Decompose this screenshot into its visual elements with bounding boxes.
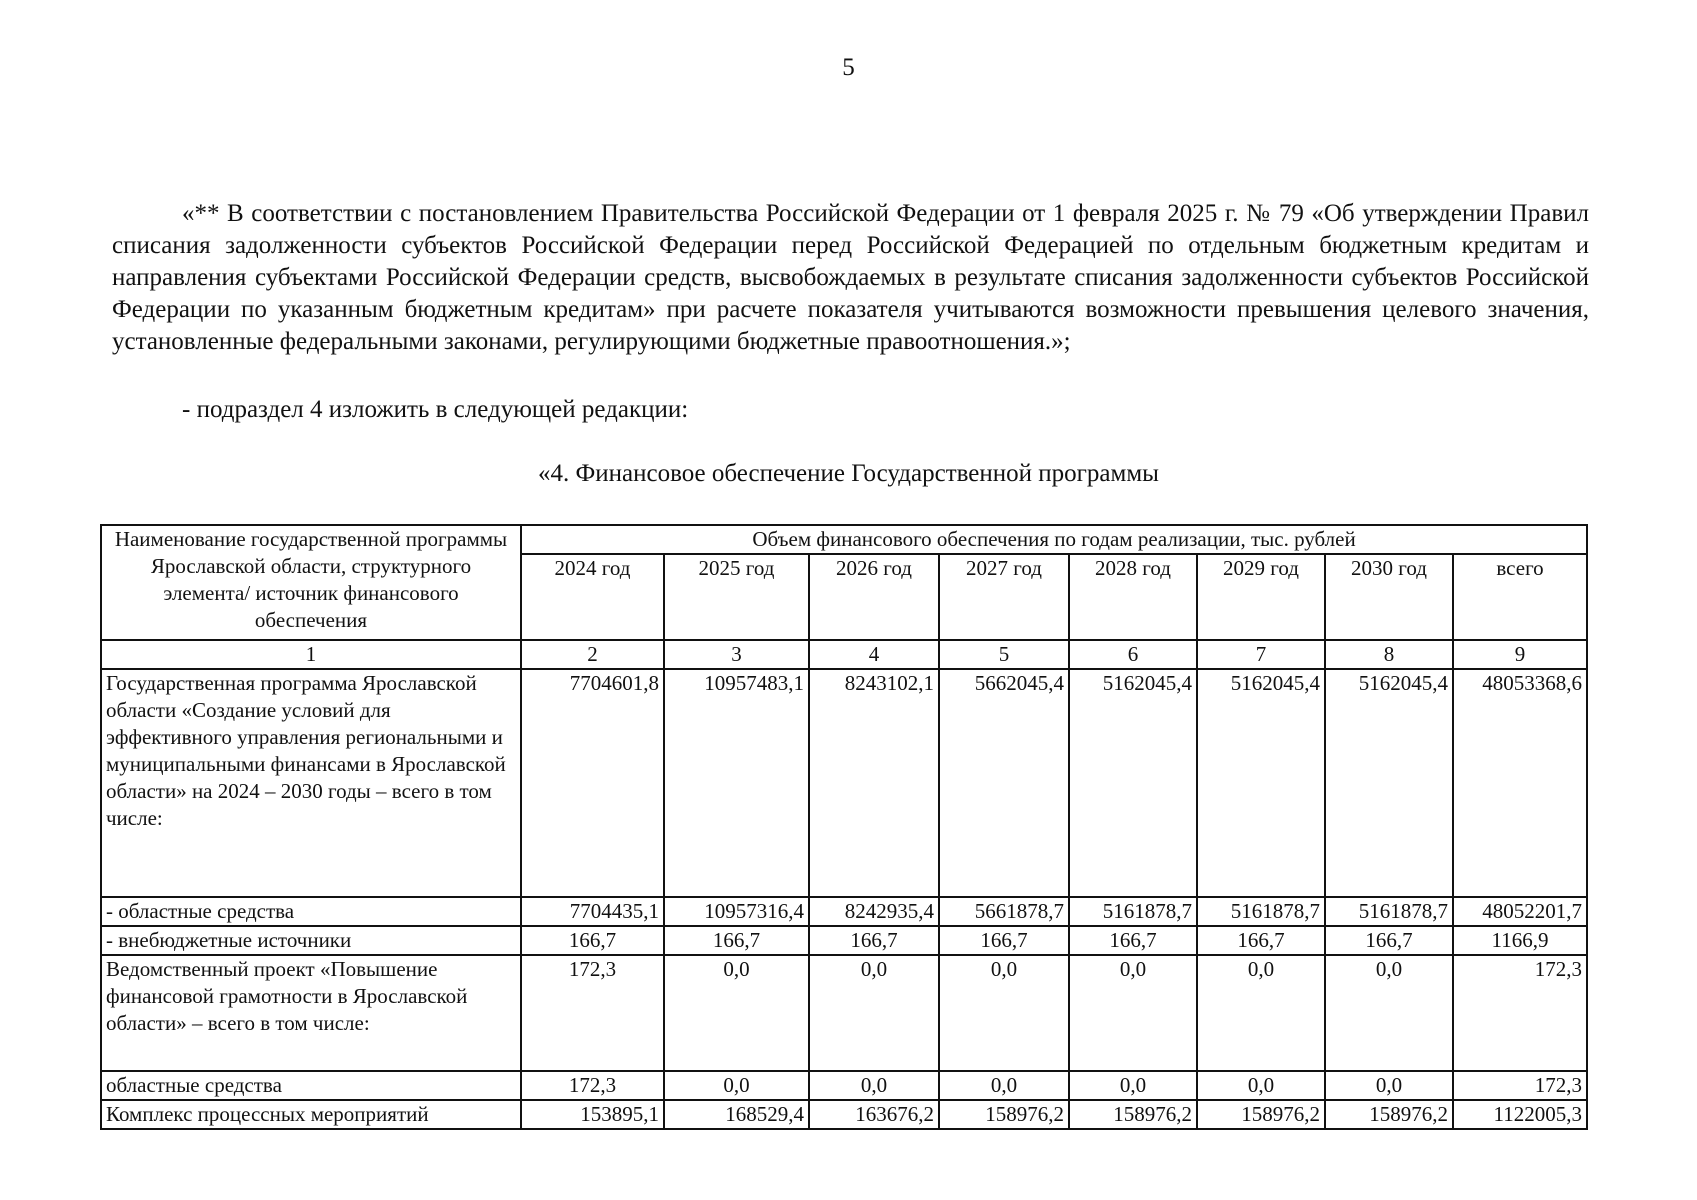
row-value: 0,0: [1197, 955, 1325, 1071]
table-row: [101, 926, 1587, 955]
row-value: 172,3: [521, 955, 664, 1071]
row-value: 5661878,7: [939, 897, 1069, 926]
row-total: 172,3: [1453, 955, 1587, 1071]
amendment-instruction: - подраздел 4 изложить в следующей редакции:: [182, 396, 689, 423]
column-number-row: [101, 640, 1587, 669]
year-header: 2027 год: [939, 554, 1069, 640]
row-value: 158976,2: [1069, 1100, 1197, 1129]
header-name-cell: Наименование государственной программы Ярославской области, структурного элемента/ источник финансового обеспечения: [101, 525, 521, 640]
row-name: Государственная программа Ярославской области «Создание условий для эффективного управления региональными и муниципальными финансами в Ярославской области» на 2024 – 2030 годы – всего в том числе:: [101, 669, 521, 897]
row-name: Комплекс процессных мероприятий: [101, 1100, 521, 1129]
row-name: - внебюджетные источники: [101, 926, 521, 955]
row-value: 0,0: [664, 1071, 809, 1100]
row-value: 0,0: [939, 955, 1069, 1071]
row-value: 166,7: [521, 926, 664, 955]
row-value: 5162045,4: [1069, 669, 1197, 897]
column-number: 8: [1325, 640, 1453, 669]
row-value: 5162045,4: [1197, 669, 1325, 897]
row-value: 5161878,7: [1197, 897, 1325, 926]
row-value: 0,0: [664, 955, 809, 1071]
row-value: 163676,2: [809, 1100, 939, 1129]
row-value: 0,0: [809, 1071, 939, 1100]
row-value: 10957316,4: [664, 897, 809, 926]
column-number: 1: [101, 640, 521, 669]
row-value: 0,0: [1325, 955, 1453, 1071]
row-value: 166,7: [809, 926, 939, 955]
row-value: 8243102,1: [809, 669, 939, 897]
row-name: Ведомственный проект «Повышение финансовой грамотности в Ярославской области» – всего в том числе:: [101, 955, 521, 1071]
row-value: 168529,4: [664, 1100, 809, 1129]
column-number: 7: [1197, 640, 1325, 669]
year-header: 2026 год: [809, 554, 939, 640]
row-total: 48053368,6: [1453, 669, 1587, 897]
section-title: «4. Финансовое обеспечение Государственной программы: [538, 460, 1159, 487]
column-number: 9: [1453, 640, 1587, 669]
row-value: 8242935,4: [809, 897, 939, 926]
row-value: 0,0: [809, 955, 939, 1071]
row-value: 7704435,1: [521, 897, 664, 926]
row-value: 172,3: [521, 1071, 664, 1100]
year-header: 2030 год: [1325, 554, 1453, 640]
row-value: 5662045,4: [939, 669, 1069, 897]
row-value: 5161878,7: [1325, 897, 1453, 926]
column-number: 3: [664, 640, 809, 669]
row-value: 166,7: [939, 926, 1069, 955]
column-number: 5: [939, 640, 1069, 669]
table-row: [101, 955, 1587, 1071]
row-total: 172,3: [1453, 1071, 1587, 1100]
column-number: 4: [809, 640, 939, 669]
header-group-cell: Объем финансового обеспечения по годам реализации, тыс. рублей: [521, 525, 1587, 554]
column-number: 2: [521, 640, 664, 669]
table-row: [101, 1100, 1587, 1129]
row-value: 10957483,1: [664, 669, 809, 897]
row-value: 0,0: [1069, 1071, 1197, 1100]
row-value: 0,0: [1325, 1071, 1453, 1100]
row-value: 5161878,7: [1069, 897, 1197, 926]
row-value: 158976,2: [939, 1100, 1069, 1129]
row-value: 158976,2: [1197, 1100, 1325, 1129]
year-header: 2025 год: [664, 554, 809, 640]
column-number: 6: [1069, 640, 1197, 669]
row-total: 1122005,3: [1453, 1100, 1587, 1129]
table-header-row: [101, 525, 1587, 554]
row-total: 48052201,7: [1453, 897, 1587, 926]
row-name: областные средства: [101, 1071, 521, 1100]
total-header: всего: [1453, 554, 1587, 640]
page-number: 5: [842, 54, 855, 81]
year-header: 2029 год: [1197, 554, 1325, 640]
row-value: 7704601,8: [521, 669, 664, 897]
row-value: 158976,2: [1325, 1100, 1453, 1129]
table-row: [101, 897, 1587, 926]
row-value: 166,7: [1325, 926, 1453, 955]
row-value: 0,0: [939, 1071, 1069, 1100]
row-value: 166,7: [1069, 926, 1197, 955]
financing-table: [100, 524, 1588, 1130]
year-header: 2028 год: [1069, 554, 1197, 640]
table-row: [101, 1071, 1587, 1100]
row-value: 0,0: [1069, 955, 1197, 1071]
row-value: 0,0: [1197, 1071, 1325, 1100]
row-name: - областные средства: [101, 897, 521, 926]
year-header: 2024 год: [521, 554, 664, 640]
row-total: 1166,9: [1453, 926, 1587, 955]
amendment-paragraph: «** В соответствии с постановлением Правительства Российской Федерации от 1 февраля 2025 г. № 79 «Об утверждении Правил списания задолженности субъектов Российской Федерации перед Российской Федерацией по отдельным бюджетным кредитам и направления субъектами Российской Федерации средств, высвобождаемых в результате списания задолженности субъектов Российской Федерации по указанным бюджетным кредитам» при расчете показателя учитываются возможности превышения целевого значения, установленные федеральными законами, регулирующими бюджетные правоотношения.»;: [112, 200, 1589, 355]
row-value: 5162045,4: [1325, 669, 1453, 897]
row-value: 166,7: [1197, 926, 1325, 955]
row-value: 153895,1: [521, 1100, 664, 1129]
table-row: [101, 669, 1587, 897]
row-value: 166,7: [664, 926, 809, 955]
